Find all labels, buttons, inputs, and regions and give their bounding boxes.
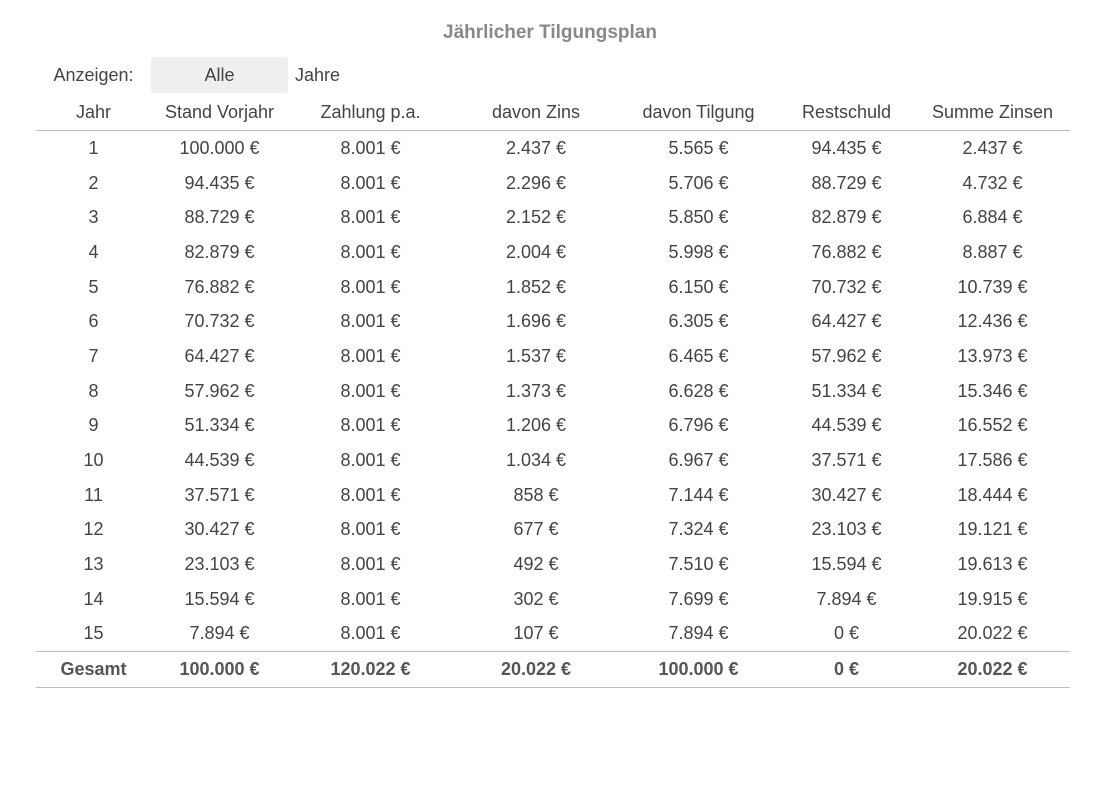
table-cell: 64.427 € xyxy=(811,311,882,332)
table-cell: 51.334 € xyxy=(811,380,882,401)
table-cell: 23.103 € xyxy=(184,554,255,575)
table-cell: 18.444 € xyxy=(957,484,1028,505)
table-cell: 37.571 € xyxy=(811,450,882,471)
table-cell: 6.967 € xyxy=(668,450,729,471)
table-cell: 7.894 € xyxy=(668,623,729,644)
table-row xyxy=(36,131,1070,166)
table-cell: 12.436 € xyxy=(957,311,1028,332)
table-cell: 858 € xyxy=(513,484,559,505)
table-cell: 19.121 € xyxy=(957,519,1028,540)
table-cell: 7.324 € xyxy=(668,519,729,540)
table-cell: 6.465 € xyxy=(668,345,729,366)
year-cell: 13 xyxy=(83,554,104,575)
table-cell: 5.850 € xyxy=(668,207,729,228)
table-cell: 94.435 € xyxy=(184,172,255,193)
table-cell: 5.706 € xyxy=(668,172,729,193)
table-cell: 302 € xyxy=(513,588,559,609)
table-header-row xyxy=(36,95,1070,131)
table-cell: 1.373 € xyxy=(505,380,567,401)
table-cell: 6.150 € xyxy=(668,276,729,297)
table-cell: 82.879 € xyxy=(811,207,882,228)
years-select-value: Alle xyxy=(204,64,235,85)
table-cell: 70.732 € xyxy=(184,311,255,332)
year-cell: 2 xyxy=(88,172,99,193)
table-cell: 8.001 € xyxy=(340,588,401,609)
table-cell: 13.973 € xyxy=(957,345,1028,366)
col-header-principal: davon Tilgung xyxy=(619,95,778,131)
total-cell: 20.022 € xyxy=(453,652,619,688)
table-cell: 64.427 € xyxy=(184,345,255,366)
table-cell: 8.001 € xyxy=(340,276,401,297)
amortization-table xyxy=(36,95,1070,688)
table-row xyxy=(36,304,1070,339)
table-row xyxy=(36,235,1070,270)
year-cell: 12 xyxy=(83,519,104,540)
table-cell: 107 € xyxy=(513,623,559,644)
table-cell: 5.998 € xyxy=(668,241,729,262)
table-cell: 88.729 € xyxy=(184,207,255,228)
table-cell: 7.510 € xyxy=(668,554,729,575)
table-cell: 7.894 € xyxy=(189,623,250,644)
table-cell: 7.144 € xyxy=(668,484,729,505)
year-cell: 1 xyxy=(88,137,99,158)
table-cell: 677 € xyxy=(513,519,559,540)
table-cell: 1.537 € xyxy=(505,345,567,366)
table-cell: 44.539 € xyxy=(811,415,882,436)
table-cell: 6.628 € xyxy=(668,380,729,401)
table-cell: 8.001 € xyxy=(340,623,401,644)
total-label: Gesamt xyxy=(36,652,151,688)
year-cell: 10 xyxy=(83,450,104,471)
table-cell: 82.879 € xyxy=(184,241,255,262)
table-cell: 76.882 € xyxy=(184,276,255,297)
table-cell: 10.739 € xyxy=(957,276,1028,297)
table-cell: 8.001 € xyxy=(340,450,401,471)
table-cell: 6.796 € xyxy=(668,415,729,436)
display-controls xyxy=(36,57,340,93)
table-cell: 57.962 € xyxy=(184,380,255,401)
table-cell: 8.001 € xyxy=(340,484,401,505)
table-cell: 51.334 € xyxy=(184,415,255,436)
table-row xyxy=(36,374,1070,409)
table-cell: 23.103 € xyxy=(811,519,882,540)
table-cell: 5.565 € xyxy=(668,137,729,158)
table-row xyxy=(36,166,1070,201)
year-cell: 4 xyxy=(88,241,99,262)
table-cell: 8.001 € xyxy=(340,554,401,575)
year-cell: 3 xyxy=(88,207,99,228)
table-cell: 15.594 € xyxy=(811,554,882,575)
total-cell: 120.022 € xyxy=(288,652,453,688)
table-row xyxy=(36,582,1070,617)
table-cell: 94.435 € xyxy=(811,137,882,158)
table-cell: 2.437 € xyxy=(962,137,1023,158)
table-cell: 8.887 € xyxy=(962,241,1023,262)
table-row xyxy=(36,270,1070,305)
total-cell: 20.022 € xyxy=(915,652,1070,688)
table-cell: 1.206 € xyxy=(505,415,567,436)
col-header-interest: davon Zins xyxy=(453,95,619,131)
table-cell: 2.437 € xyxy=(505,137,567,158)
table-cell: 1.696 € xyxy=(505,311,567,332)
table-row xyxy=(36,478,1070,513)
table-cell: 6.305 € xyxy=(668,311,729,332)
table-cell: 88.729 € xyxy=(811,172,882,193)
col-header-cumulative-interest: Summe Zinsen xyxy=(915,95,1070,131)
table-total-row xyxy=(36,652,1070,688)
table-cell: 8.001 € xyxy=(340,345,401,366)
table-cell: 7.894 € xyxy=(816,588,877,609)
table-cell: 20.022 € xyxy=(957,623,1028,644)
table-cell: 70.732 € xyxy=(811,276,882,297)
table-cell: 44.539 € xyxy=(184,450,255,471)
table-cell: 17.586 € xyxy=(957,450,1028,471)
table-row xyxy=(36,547,1070,582)
table-row xyxy=(36,409,1070,444)
col-header-remaining-debt: Restschuld xyxy=(778,95,915,131)
table-cell: 1.034 € xyxy=(505,450,567,471)
table-cell: 16.552 € xyxy=(957,415,1028,436)
table-cell: 4.732 € xyxy=(962,172,1023,193)
year-cell: 6 xyxy=(88,311,99,332)
table-cell: 30.427 € xyxy=(184,519,255,540)
table-cell: 8.001 € xyxy=(340,241,401,262)
table-cell: 0 € xyxy=(833,623,860,644)
total-cell: 0 € xyxy=(778,652,915,688)
year-cell: 7 xyxy=(88,345,99,366)
table-cell: 8.001 € xyxy=(340,380,401,401)
year-cell: 5 xyxy=(88,276,99,297)
table-cell: 8.001 € xyxy=(340,519,401,540)
show-label: Anzeigen: xyxy=(53,64,134,85)
col-header-previous-balance: Stand Vorjahr xyxy=(151,95,288,131)
table-cell: 6.884 € xyxy=(962,207,1023,228)
table-cell: 100.000 € xyxy=(179,137,260,158)
table-cell: 8.001 € xyxy=(340,311,401,332)
table-row xyxy=(36,339,1070,374)
table-cell: 8.001 € xyxy=(340,415,401,436)
total-cell: 100.000 € xyxy=(151,652,288,688)
year-cell: 11 xyxy=(84,484,103,505)
table-cell: 19.915 € xyxy=(957,588,1028,609)
year-cell: 14 xyxy=(83,588,104,609)
year-cell: 15 xyxy=(83,623,104,644)
table-cell: 15.594 € xyxy=(184,588,255,609)
col-header-year: Jahr xyxy=(36,95,151,131)
table-cell: 2.152 € xyxy=(505,207,567,228)
table-cell: 492 € xyxy=(513,554,559,575)
table-cell: 8.001 € xyxy=(340,172,401,193)
table-cell: 1.852 € xyxy=(505,276,567,297)
year-cell: 8 xyxy=(88,380,99,401)
table-cell: 8.001 € xyxy=(340,207,401,228)
table-cell: 76.882 € xyxy=(811,241,882,262)
table-cell: 2.004 € xyxy=(505,241,567,262)
year-cell: 9 xyxy=(88,415,99,436)
table-row xyxy=(36,513,1070,548)
years-select[interactable] xyxy=(151,57,288,93)
table-row xyxy=(36,443,1070,478)
table-cell: 30.427 € xyxy=(811,484,882,505)
table-cell: 8.001 € xyxy=(340,137,401,158)
table-cell: 37.571 € xyxy=(184,484,255,505)
table-cell: 19.613 € xyxy=(957,554,1028,575)
table-body xyxy=(36,131,1070,652)
table-row xyxy=(36,200,1070,235)
table-row xyxy=(36,617,1070,652)
table-cell: 7.699 € xyxy=(668,588,729,609)
total-cell: 100.000 € xyxy=(619,652,778,688)
table-cell: 57.962 € xyxy=(811,345,882,366)
table-cell: 2.296 € xyxy=(505,172,567,193)
col-header-annual-payment: Zahlung p.a. xyxy=(288,95,453,131)
page-title: Jährlicher Tilgungsplan xyxy=(443,22,657,43)
years-unit-label: Jahre xyxy=(295,64,341,85)
table-cell: 15.346 € xyxy=(957,380,1028,401)
